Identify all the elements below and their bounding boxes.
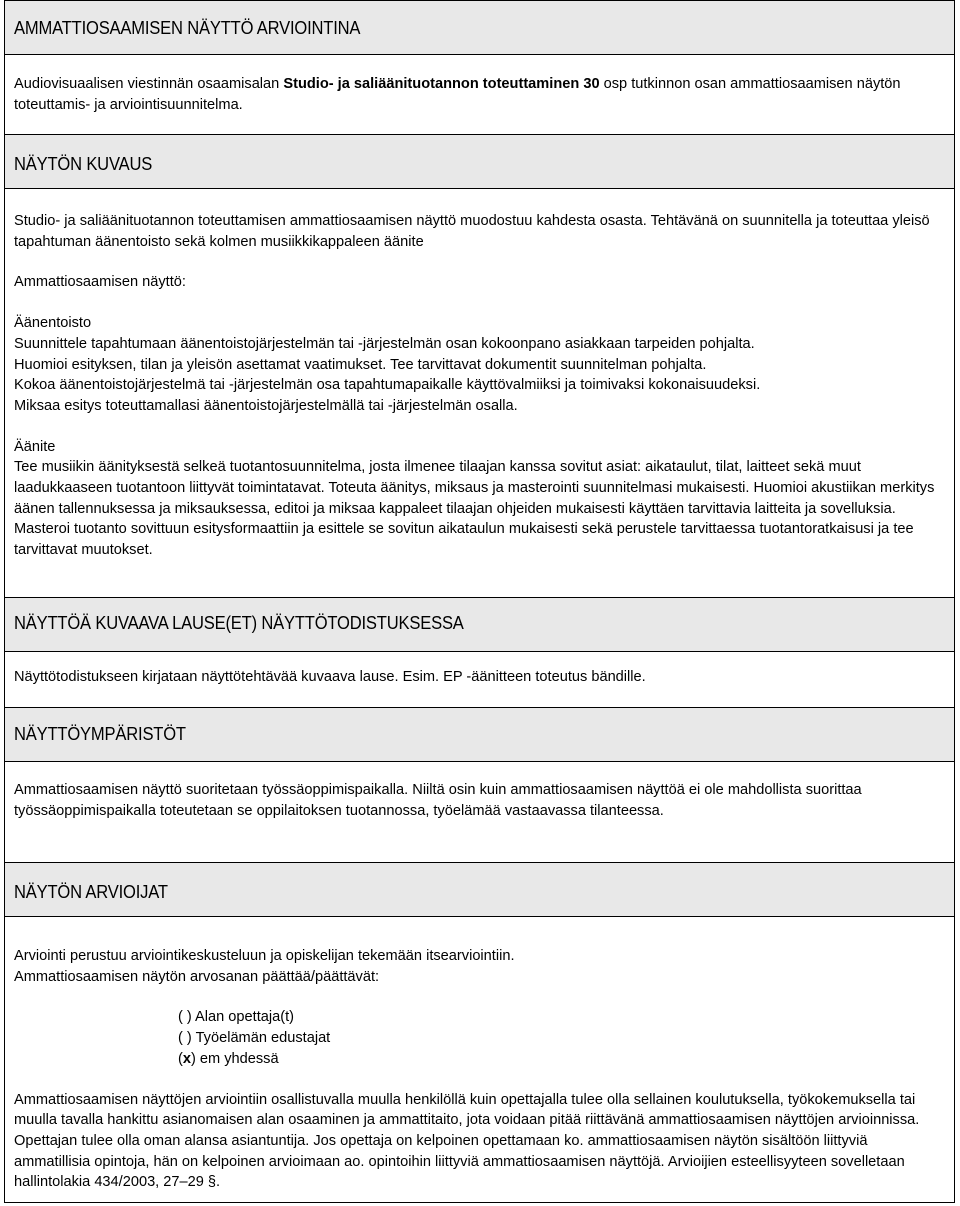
section-title: NÄYTÖN ARVIOIJAT xyxy=(14,882,168,902)
arvioijat-final: Ammattiosaamisen näyttöjen arviointiin osallistuvalla muulla henkilöllä kuin opettajalla tulee olla sellainen koulutuksella, työkokemuksella tai muulla tavalla hankittu asianomaisen alan osaaminen ja ammattitaito, jota voidaan pitää riittävänä ammattiosaamisen näyttöjen arvioinnissa. Opettajan tulee olla oman alansa asiantuntija. Jos opettaja on kelpoinen opettamaan ko. ammattiosaamisen näytön sisältöön liittyviä ammatillisia opintoja, hän on kelpoinen arvioimaan ao. opintoihin liittyviä ammattiosaamisen näyttöjä. Arvioijien esteellisyyteen sovelletaan hallintolakia 434/2003, 27–29 §. xyxy=(14,1091,920,1191)
intro-cell xyxy=(5,55,954,135)
assessment-table xyxy=(4,0,955,1203)
lause-text: Näyttötodistukseen kirjataan näyttötehtävää kuvaava lause. Esim. EP -äänitteen toteutus bändille. xyxy=(14,669,646,685)
option-alan-opettaja: ( ) Alan opettaja(t) xyxy=(178,1009,294,1026)
aanentoisto-title: Äänentoisto xyxy=(14,315,92,332)
section-header-lause xyxy=(5,598,954,652)
kuvaus-p2: Ammattiosaamisen näyttö: xyxy=(14,274,186,291)
aanentoisto-line: Huomioi esityksen, tilan ja yleisön asettamat vaatimukset. Tee tarvittavat dokumentit suunnitelman pohjalta. xyxy=(14,356,707,373)
kuvaus-p1: Studio- ja saliäänituotannon toteuttamisen ammattiosaamisen näyttö muodostuu kahdesta osasta. Tehtävänä on suunnitella ja toteuttaa yleisö tapahtuman äänentoisto sekä kolmen musiikkikappaleen äänite xyxy=(14,213,930,250)
aanite-text: Tee musiikin äänityksestä selkeä tuotantosuunnitelma, josta ilmenee tilaajan kanssa sovitut asiat: aikataulut, tilat, laitteet sekä muut laadukkaaseen tuotantoon liittyvät toimintatavat. Toteuta äänitys, miksaus ja masterointi suunnitelmasi mukaisesti. Huomioi akustiikan merkitys äänen tallennuksessa ja miksauksessa, editoi ja miksaa kappaleet tilaajan ohjeiden mukaisesti käyttäen tarvittavia laitteita ja sovelluksia. Masteroi tuotanto sovittuun esitysformaattiin ja esittele se sovitun aikataulun mukaisesti sekä perustele tarvittaessa tuotantoratkaisusi ja tee tarvittavat muutokset. xyxy=(14,459,935,559)
ymparisto-text: Ammattiosaamisen näyttö suoritetaan työssäoppimispaikalla. Niiltä osin kuin ammattiosaamisen näyttöä ei ole mahdollista suorittaa työssäoppimispaikalla toteutetaan se oppilaitoksen tuotannossa, työelämää vastaavassa tilanteessa. xyxy=(14,782,862,819)
section-header-arvioijat xyxy=(5,863,954,917)
section-header-kuvaus xyxy=(5,135,954,189)
aanentoisto-line: Miksaa esitys toteuttamallasi äänentoistojärjestelmällä tai -järjestelmän osalla. xyxy=(14,397,518,414)
kuvaus-text xyxy=(14,211,946,561)
option-open-paren: ( xyxy=(178,1050,183,1067)
option-em-yhdessa xyxy=(14,1049,946,1070)
section-header-arviointina xyxy=(5,1,954,55)
intro-pre: Audiovisuaalisen viestinnän osaamisalan xyxy=(14,76,284,92)
intro-text xyxy=(14,74,946,115)
aanite-title: Äänite xyxy=(14,438,56,455)
kuvaus-cell xyxy=(5,189,954,598)
arvioijat-text xyxy=(14,946,946,1193)
section-header-ymparistot xyxy=(5,708,954,762)
option-tyoelaman-edustajat: ( ) Työelämän edustajat xyxy=(178,1030,331,1047)
arvioijat-l2: Ammattiosaamisen näytön arvosanan päättää/päättävät: xyxy=(14,968,380,985)
section-title: AMMATTIOSAAMISEN NÄYTTÖ ARVIOINTINA xyxy=(14,18,361,38)
aanentoisto-line: Suunnittele tapahtumaan äänentoistojärjestelmän tai -järjestelmän osan kokoonpano asiakkaan tarpeiden pohjalta. xyxy=(14,335,755,352)
arvioijat-cell xyxy=(5,917,954,1203)
section-title: NÄYTTÖÄ KUVAAVA LAUSE(ET) NÄYTTÖTODISTUKSESSA xyxy=(14,613,464,633)
arvioijat-l1: Arviointi perustuu arviointikeskusteluun ja opiskelijan tekemään itsearviointiin. xyxy=(14,948,515,964)
selected-mark: x xyxy=(182,1050,191,1067)
section-title: NÄYTTÖYMPÄRISTÖT xyxy=(14,724,186,744)
section-title: NÄYTÖN KUVAUS xyxy=(14,154,153,174)
option-label: ) em yhdessä xyxy=(191,1050,279,1067)
aanentoisto-line: Kokoa äänentoistojärjestelmä tai -järjestelmän osa tapahtumapaikalle käyttövalmiiksi ja toimivaksi kokonaisuudeksi. xyxy=(14,377,761,394)
intro-post: osp tutkinnon osan ammattiosaamisen näytön toteuttamis- ja arviointisuunnitelma. xyxy=(14,76,901,113)
intro-bold: Studio- ja saliäänituotannon toteuttaminen 30 xyxy=(283,76,600,92)
lause-cell xyxy=(5,652,954,708)
ymparisto-cell xyxy=(5,762,954,863)
